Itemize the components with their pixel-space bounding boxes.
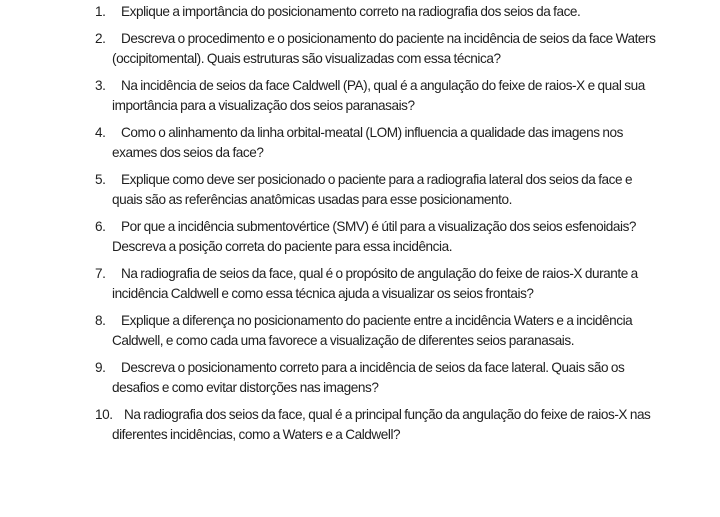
question-number: 5. <box>95 172 106 187</box>
question-text: Explique a importância do posicionamento correto na radiografia dos seios da face. <box>121 4 581 19</box>
question-item <box>95 264 660 304</box>
question-item <box>95 311 660 351</box>
question-number: 4. <box>95 125 106 140</box>
question-number: 6. <box>95 219 106 234</box>
question-text: Como o alinhamento da linha orbital-meatal (LOM) influencia a qualidade das imagens nos exames dos seios da face? <box>112 125 623 160</box>
question-number: 9. <box>95 360 106 375</box>
question-item <box>95 170 660 210</box>
question-text: Na incidência de seios da face Caldwell (PA), qual é a angulação do feixe de raios-X e qual sua importância para a visualização dos seios paranasais? <box>112 78 645 113</box>
question-number: 1. <box>95 4 106 19</box>
question-number: 2. <box>95 31 106 46</box>
question-text: Na radiografia dos seios da face, qual é a principal função da angulação do feixe de raios-X nas diferentes incidências, como a Waters e a Caldwell? <box>112 407 651 442</box>
question-number: 3. <box>95 78 106 93</box>
question-item <box>95 217 660 257</box>
question-item <box>95 358 660 398</box>
question-item <box>95 2 660 22</box>
question-item <box>95 405 660 445</box>
question-number: 8. <box>95 313 106 328</box>
question-number: 10. <box>95 407 113 422</box>
question-number: 7. <box>95 266 106 281</box>
question-text: Explique a diferença no posicionamento do paciente entre a incidência Waters e a incidência Caldwell, e como cada uma favorece a visualização de diferentes seios paranasais. <box>112 313 633 348</box>
question-text: Explique como deve ser posicionado o paciente para a radiografia lateral dos seios da face e quais são as referências anatômicas usadas para esse posicionamento. <box>112 172 633 207</box>
question-text: Na radiografia de seios da face, qual é o propósito de angulação do feixe de raios-X durante a incidência Caldwell e como essa técnica ajuda a visualizar os seios frontais? <box>112 266 638 301</box>
question-item <box>95 76 660 116</box>
question-list <box>95 2 660 452</box>
question-text: Descreva o posicionamento correto para a incidência de seios da face lateral. Quais são os desafios e como evitar distorções nas imagens? <box>112 360 625 395</box>
question-item <box>95 29 660 69</box>
question-text: Descreva o procedimento e o posicionamento do paciente na incidência de seios da face Waters (occipitomental). Quais estruturas são visualizadas com essa técnica? <box>112 31 656 66</box>
question-item <box>95 123 660 163</box>
question-text: Por que a incidência submentovértice (SMV) é útil para a visualização dos seios esfenoidais? Descreva a posição correta do paciente para essa incidência. <box>112 219 637 254</box>
